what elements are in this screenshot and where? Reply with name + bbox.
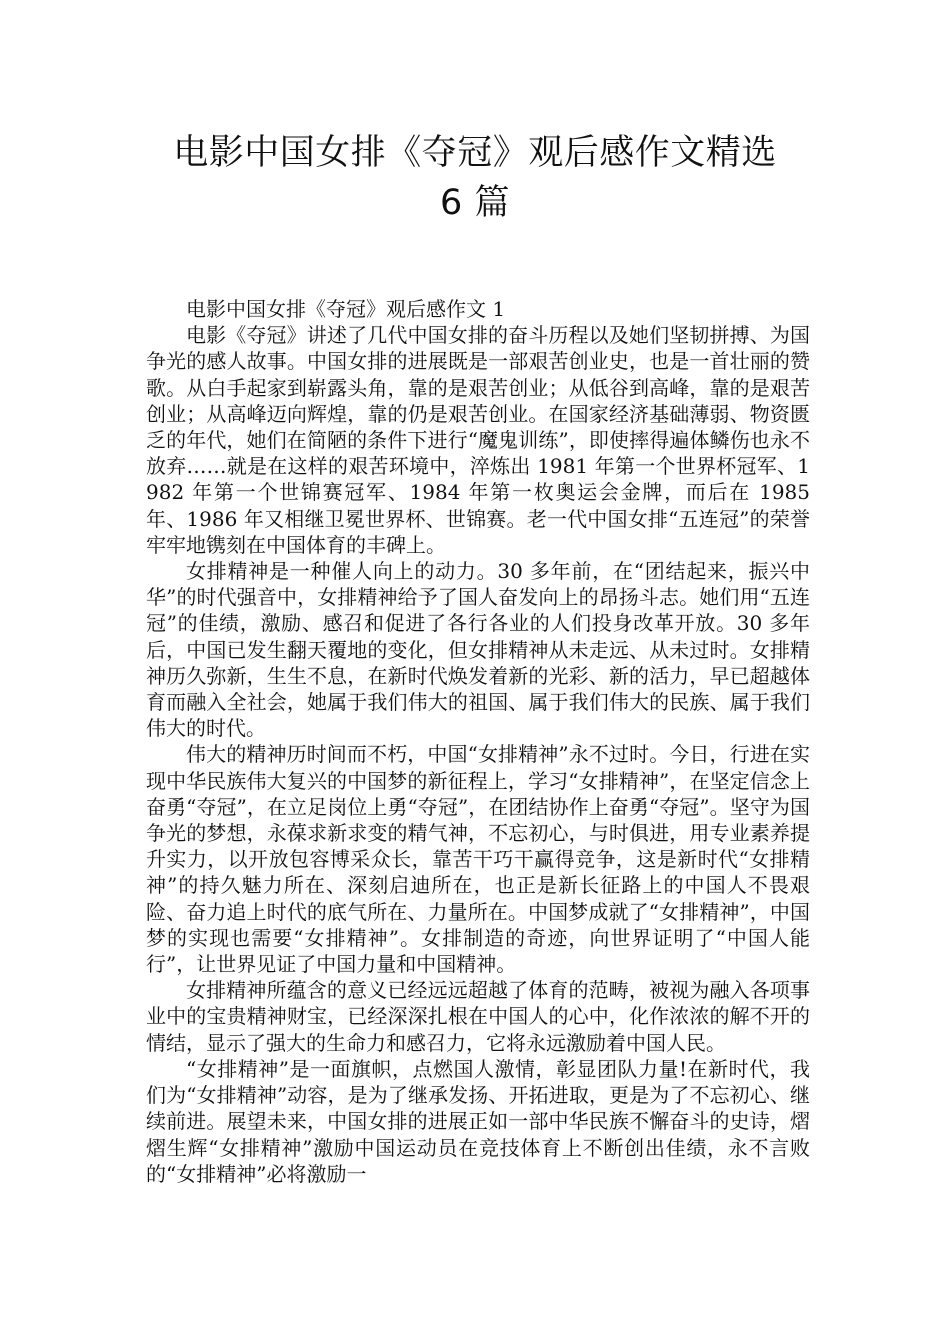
section-heading: 电影中国女排《夺冠》观后感作文 1 [186,297,506,321]
paragraph-4: 女排精神所蕴含的意义已经远远超越了体育的范畴，被视为融入各项事业中的宝贵精神财宝，已经深深扎根在中国人的心中，化作浓浓的解不开的情结，显示了强大的生命力和感召力，它将永远激励着中国人民。 [146,978,810,1055]
paragraph-1: 电影《夺冠》讲述了几代中国女排的奋斗历程以及她们坚韧拼搏、为国争光的感人故事。中国女排的进展既是一部艰苦创业史，也是一首壮丽的赞歌。从白手起家到崭露头角，靠的是艰苦创业；从低谷到高峰，靠的是艰苦创业；从高峰迈向辉煌，靠的仍是艰苦创业。在国家经济基础薄弱、物资匮乏的年代，她们在简陋的条件下进行“魔鬼训练”，即使摔得遍体鳞伤也永不放弃……就是在这样的艰苦环境中，淬炼出 1981 年第一个世界杯冠军、1982 年第一个世锦赛冠军、1984 年第一枚奥运会金牌，而后在 1985 年、1986 年又相继卫冕世界杯、世锦赛。老一代中国女排“五连冠”的荣誉牢牢地镌刻在中国体育的丰碑上。 [146,323,810,557]
paragraph-2: 女排精神是一种催人向上的动力。30 多年前，在“团结起来，振兴中华”的时代强音中，女排精神给予了国人奋发向上的昂扬斗志。她们用“五连冠”的佳绩，激励、感召和促进了各行各业的人们投身改革开放。30 多年后，中国已发生翻天覆地的变化，但女排精神从未走远、从未过时。女排精神历久弥新，生生不息，在新时代焕发着新的光彩、新的活力，早已超越体育而融入全社会，她属于我们伟大的祖国、属于我们伟大的民族、属于我们伟大的时代。 [146,559,810,741]
paragraph-5: “女排精神”是一面旗帜，点燃国人激情，彰显团队力量!在新时代，我们为“女排精神”动容，是为了继承发扬、开拓进取，更是为了不忘初心、继续前进。展望未来，中国女排的进展正如一部中华民族不懈奋斗的史诗，熠熠生辉“女排精神”激励中国运动员在竞技体育上不断创出佳绩，永不言败的“女排精神”必将激励一 [146,1056,810,1186]
title-line-1: 电影中国女排《夺冠》观后感作文精选 [173,133,777,173]
document-title [110,128,840,228]
document-body [146,296,810,1187]
title-line-2: 6 篇 [440,183,510,223]
paragraph-3: 伟大的精神历时间而不朽，中国“女排精神”永不过时。今日，行进在实现中华民族伟大复兴的中国梦的新征程上，学习“女排精神”，在坚定信念上奋勇“夺冠”，在立足岗位上勇“夺冠”，在团结协作上奋勇“夺冠”。坚守为国争光的梦想，永葆求新求变的精气神，不忘初心，与时俱进，用专业素养提升实力，以开放包容博采众长，靠苦干巧干赢得竞争，这是新时代“女排精神”的持久魅力所在、深刻启迪所在，也正是新长征路上的中国人不畏艰险、奋力追上时代的底气所在、力量所在。中国梦成就了“女排精神”，中国梦的实现也需要“女排精神”。女排制造的奇迹，向世界证明了“中国人能行”，让世界见证了中国力量和中国精神。 [146,742,810,977]
